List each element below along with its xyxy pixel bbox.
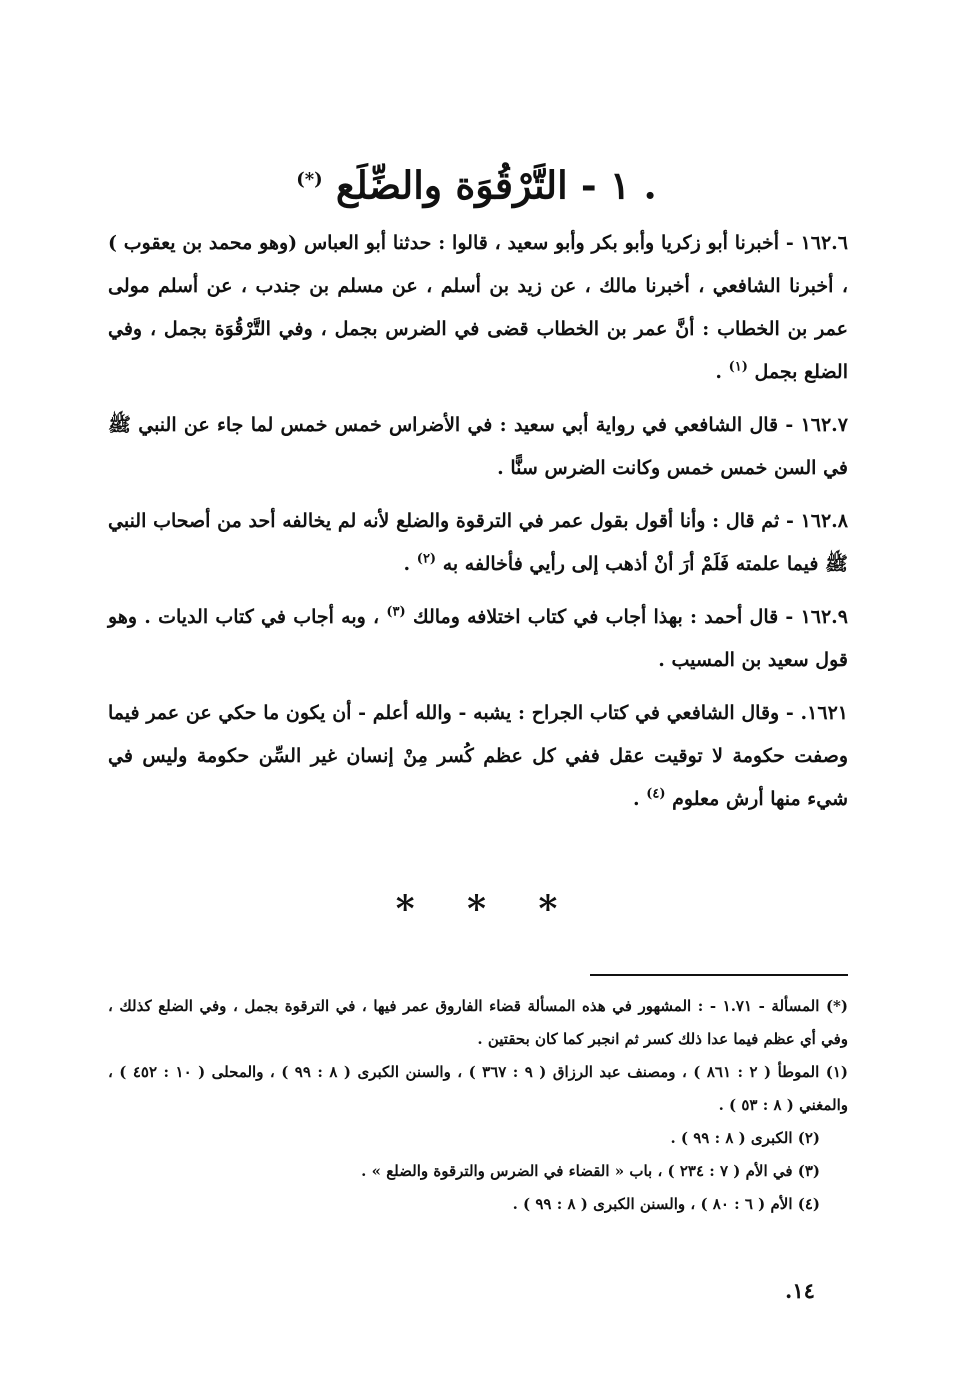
paragraph-text: ١٦٢.٨ - ثم قال : وأنا أقول بقول عمر في الترقوة والضلع لأنه لم يخالفه أحد من أصحاب النبي ﷺ فيما علمته فَلَمْ أرَ أنْ أذهب إلى رأيي فأخالفه به [108,510,848,575]
paragraph-1626 [108,222,848,394]
footnote-3: (٣) في الأم ( ٧ : ٢٣٤ ) ، باب « القضاء في الضرس والترقوة والضلع » . [361,1162,820,1180]
main-text [108,222,848,831]
footnote-ref-3: (٣) [386,604,406,620]
chapter-title [100,150,853,216]
paragraph-text: ١٦٢.٧ - قال الشافعي في رواية أبي سعيد : في الأضراس خمس خمس لما جاء عن النبي ﷺ في السن خمس خمس وكانت الضرس سنًّا . [108,414,848,479]
paragraph-tail: ، وبه أجاب في كتاب الديات . وهو قول سعيد بن المسيب . [108,606,848,671]
paragraph-tail: . [632,788,647,810]
paragraph-text: ١٦٢.٩ - قال أحمد : بهذا أجاب في كتاب اختلافه ومالك [412,606,848,628]
paragraph-tail: . [403,553,417,575]
paragraph-text: ١٦٢١. - وقال الشافعي في كتاب الجراح : يشبه - والله أعلم - أن يكون ما حكي عن عمر فيما وصفت حكومة لا توقيت عقل ففي كل عظم كُسر مِنْ إنسان غير السِّن حكومة وليس في شيء منها أرش معلوم [108,702,848,810]
footnote-ref-4: (٤) [646,786,666,802]
paragraph-1628 [108,500,848,586]
footnote-star: (*) المسألة - ١.٧١ - : المشهور في هذه المسألة قضاء الفاروق عمر فيها ، في الترقوة بجمل ، وفي الضلع كذلك ، وفي أي عظم فيما عدا ذلك كسر ثم انجبر كما كان بحقتين . [108,997,848,1048]
paragraph-1629 [108,596,848,682]
footnote-2: (٢) الكبرى ( ٨ : ٩٩ ) . [670,1129,820,1147]
footnote-ref-2: (٢) [416,551,437,567]
paragraph-1621 [108,692,848,821]
section-separator: * * * [395,888,558,930]
chapter-title-text: . ١ - التَّرْقُوَة والضِّلَع [335,162,657,208]
paragraph-tail: . [715,361,729,383]
paragraph-1627 [108,404,848,490]
footnote-4: (٤) الأم ( ٦ : ٨٠ ) ، والسنن الكبرى ( ٨ : ٩٩ ) . [512,1195,820,1213]
footnote-ref-1: (١) [728,359,748,375]
chapter-title-note-mark: (*) [296,169,323,190]
footnotes [108,990,848,1221]
page-number: ١٤. [785,1278,815,1303]
footnote-divider [590,974,848,976]
paragraph-text: ١٦٢.٦ - أخبرنا أبو زكريا وأبو بكر وأبو سعيد ، قالوا : حدثنا أبو العباس (وهو محمد بن يعقوب ) ، أخبرنا الشافعي ، أخبرنا مالك ، عن زيد بن أسلم ، عن مسلم بن جندب ، عن أسلم مولى عمر بن الخطاب : أنَّ عمر بن الخطاب قضى في الضرس بجمل ، وفي التَّرْقُوَة بجمل ، وفي الضلع بجمل [108,232,848,383]
footnote-1: (١) الموطأ ( ٢ : ٨٦١ ) ، ومصنف عبد الرزاق ( ٩ : ٣٦٧ ) ، والسنن الكبرى ( ٨ : ٩٩ ) ، والمحلى ( ١٠ : ٤٥٢ ) ، والمغني ( ٨ : ٥٣ ) . [108,1063,848,1114]
